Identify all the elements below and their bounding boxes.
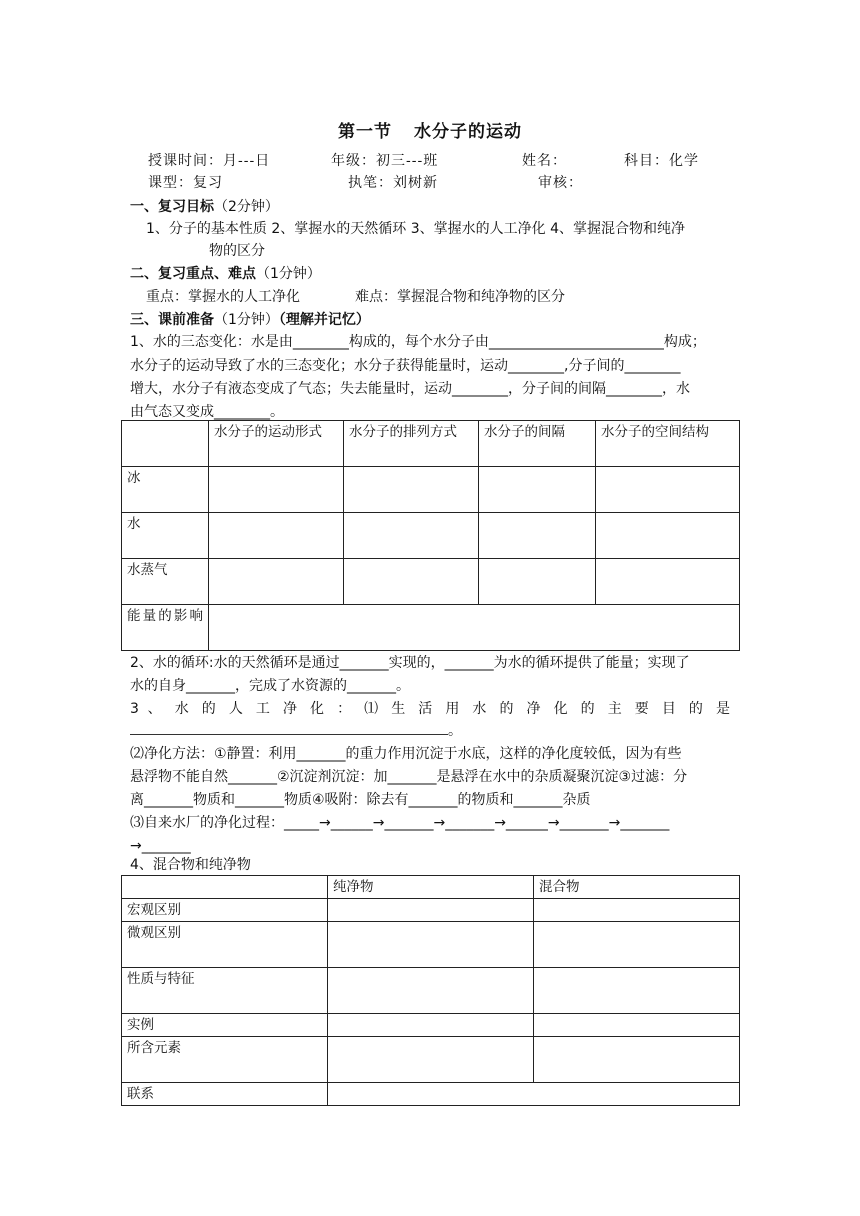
table-row (122, 968, 740, 1014)
section3-title: 三、课前准备 (130, 312, 214, 328)
title-topic: 水分子的运动 (414, 122, 522, 142)
section3-para3-blank-line (130, 720, 462, 741)
answer-cell[interactable] (534, 968, 740, 1014)
section3-para3-line6: →_______ (130, 838, 191, 854)
table-header-cell (122, 421, 209, 467)
mixture-pure-table (121, 875, 740, 1106)
row-label-ice: 冰 (122, 467, 209, 513)
answer-cell[interactable] (328, 1083, 740, 1106)
meta-time: 授课时间：月---日 (148, 153, 271, 169)
table-header-cell: 水分子的空间结构 (596, 421, 740, 467)
table-header-cell: 水分子的运动形式 (209, 421, 344, 467)
row-label-relation: 联系 (122, 1083, 328, 1106)
table-row (122, 421, 740, 467)
table-header-cell (122, 876, 328, 899)
answer-cell[interactable] (328, 968, 534, 1014)
answer-cell[interactable] (596, 467, 740, 513)
table-row (122, 1014, 740, 1037)
section3-para3-line4: 离_______物质和_______物质④吸附：除去有_______的物质和_______杂质 (130, 792, 591, 808)
section3-para2-line2: 水的自身_______，完成了水资源的_______。 (130, 678, 410, 694)
section3-para1-line3: 增大，水分子有液态变成了气态；失去能量时，运动________，分子间的间隔________，水 (130, 381, 690, 397)
table-row (122, 899, 740, 922)
table-row (122, 922, 740, 968)
section3-para3-line2: ⑵净化方法：①静置：利用_______的重力作用沉淀于水底，这样的净化度较低，因为有些 (130, 746, 682, 762)
row-label-steam: 水蒸气 (122, 559, 209, 605)
meta-review: 审核： (538, 175, 583, 191)
table-row (122, 467, 740, 513)
section1-goals-line2: 物的区分 (209, 243, 265, 259)
row-label-water: 水 (122, 513, 209, 559)
row-label-macro: 宏观区别 (122, 899, 328, 922)
answer-cell[interactable] (328, 1014, 534, 1037)
answer-cell[interactable] (328, 922, 534, 968)
row-label-examples: 实例 (122, 1014, 328, 1037)
answer-cell[interactable] (534, 922, 740, 968)
section3-para3-line5: ⑶自来水厂的净化过程：_____→______→_______→_______→______→_______→_______ (130, 815, 670, 831)
section4-heading: 4、混合物和纯净物 (130, 857, 251, 873)
section3-para1-line4: 由气态又变成________。 (130, 404, 284, 420)
table-header-cell: 水分子的排列方式 (344, 421, 479, 467)
answer-cell[interactable] (479, 467, 596, 513)
answer-cell[interactable] (209, 559, 344, 605)
section3-para1-line2: 水分子的运动导致了水的三态变化；水分子获得能量时，运动________,分子间的________ (130, 358, 681, 374)
water-states-table (121, 420, 740, 651)
section3-para3-line1: 3 、 水 的 人 工 净 化 ： ⑴ 生 活 用 水 的 净 化 的 主 要 目 的 是 (130, 701, 730, 717)
meta-subject: 科目：化学 (624, 153, 699, 169)
table-row (122, 559, 740, 605)
title-section-number: 第一节 (338, 122, 392, 142)
table-row (122, 876, 740, 899)
answer-cell[interactable] (534, 1037, 740, 1083)
answer-cell[interactable] (479, 513, 596, 559)
meta-author: 执笔：刘树新 (348, 175, 438, 191)
section1-heading (130, 197, 279, 217)
answer-cell[interactable] (328, 899, 534, 922)
row-label-properties: 性质与特征 (122, 968, 328, 1014)
table-row (122, 1037, 740, 1083)
section1-goals-line1: 1、分子的基本性质 2、掌握水的天然循环 3、掌握水的人工净化 4、掌握混合物和纯净 (146, 221, 685, 237)
table-header-cell: 水分子的间隔 (479, 421, 596, 467)
section3-para3-line3: 悬浮物不能自然_______②沉淀剂沉淀：加_______是悬浮在水中的杂质凝聚沉淀③过滤：分 (130, 769, 688, 785)
section2-difficult-point: 难点：掌握混合物和纯净物的区分 (355, 289, 565, 305)
row-label-energy: 能量的影响 (122, 605, 209, 651)
answer-cell[interactable] (209, 467, 344, 513)
page-title (0, 117, 860, 142)
table-row (122, 1083, 740, 1106)
section2-time: （1分钟） (256, 266, 321, 282)
section3-note: （理解并记忆） (278, 312, 370, 328)
section2-heading (130, 264, 321, 284)
section3-heading (130, 310, 370, 330)
answer-cell[interactable] (596, 513, 740, 559)
meta-name: 姓名： (522, 153, 567, 169)
table-row (122, 605, 740, 651)
answer-cell[interactable] (344, 559, 479, 605)
row-label-micro: 微观区别 (122, 922, 328, 968)
section2-title: 二、复习重点、难点 (130, 266, 256, 282)
table-header-cell: 混合物 (534, 876, 740, 899)
answer-cell[interactable] (328, 1037, 534, 1083)
answer-cell[interactable] (344, 513, 479, 559)
section3-time: （1分钟） (214, 312, 279, 328)
answer-cell[interactable] (209, 605, 740, 651)
period-mark: 。 (448, 723, 462, 739)
answer-blank[interactable] (130, 720, 448, 735)
section1-title: 一、复习目标 (130, 199, 214, 215)
answer-cell[interactable] (534, 899, 740, 922)
meta-type: 课型：复习 (148, 175, 223, 191)
section3-para2-line1: 2、水的循环:水的天然循环是通过_______实现的，_______为水的循环提供了能量；实现了 (130, 655, 690, 671)
answer-cell[interactable] (344, 467, 479, 513)
section3-para1-line1: 1、水的三态变化：水是由________构成的，每个水分子由_________________________构成； (130, 334, 706, 350)
section2-key-point: 重点：掌握水的人工净化 (146, 289, 300, 305)
meta-grade: 年级：初三---班 (331, 153, 439, 169)
row-label-elements: 所含元素 (122, 1037, 328, 1083)
table-header-cell: 纯净物 (328, 876, 534, 899)
section1-time: （2分钟） (214, 199, 279, 215)
answer-cell[interactable] (209, 513, 344, 559)
table-row (122, 513, 740, 559)
answer-cell[interactable] (596, 559, 740, 605)
answer-cell[interactable] (534, 1014, 740, 1037)
answer-cell[interactable] (479, 559, 596, 605)
